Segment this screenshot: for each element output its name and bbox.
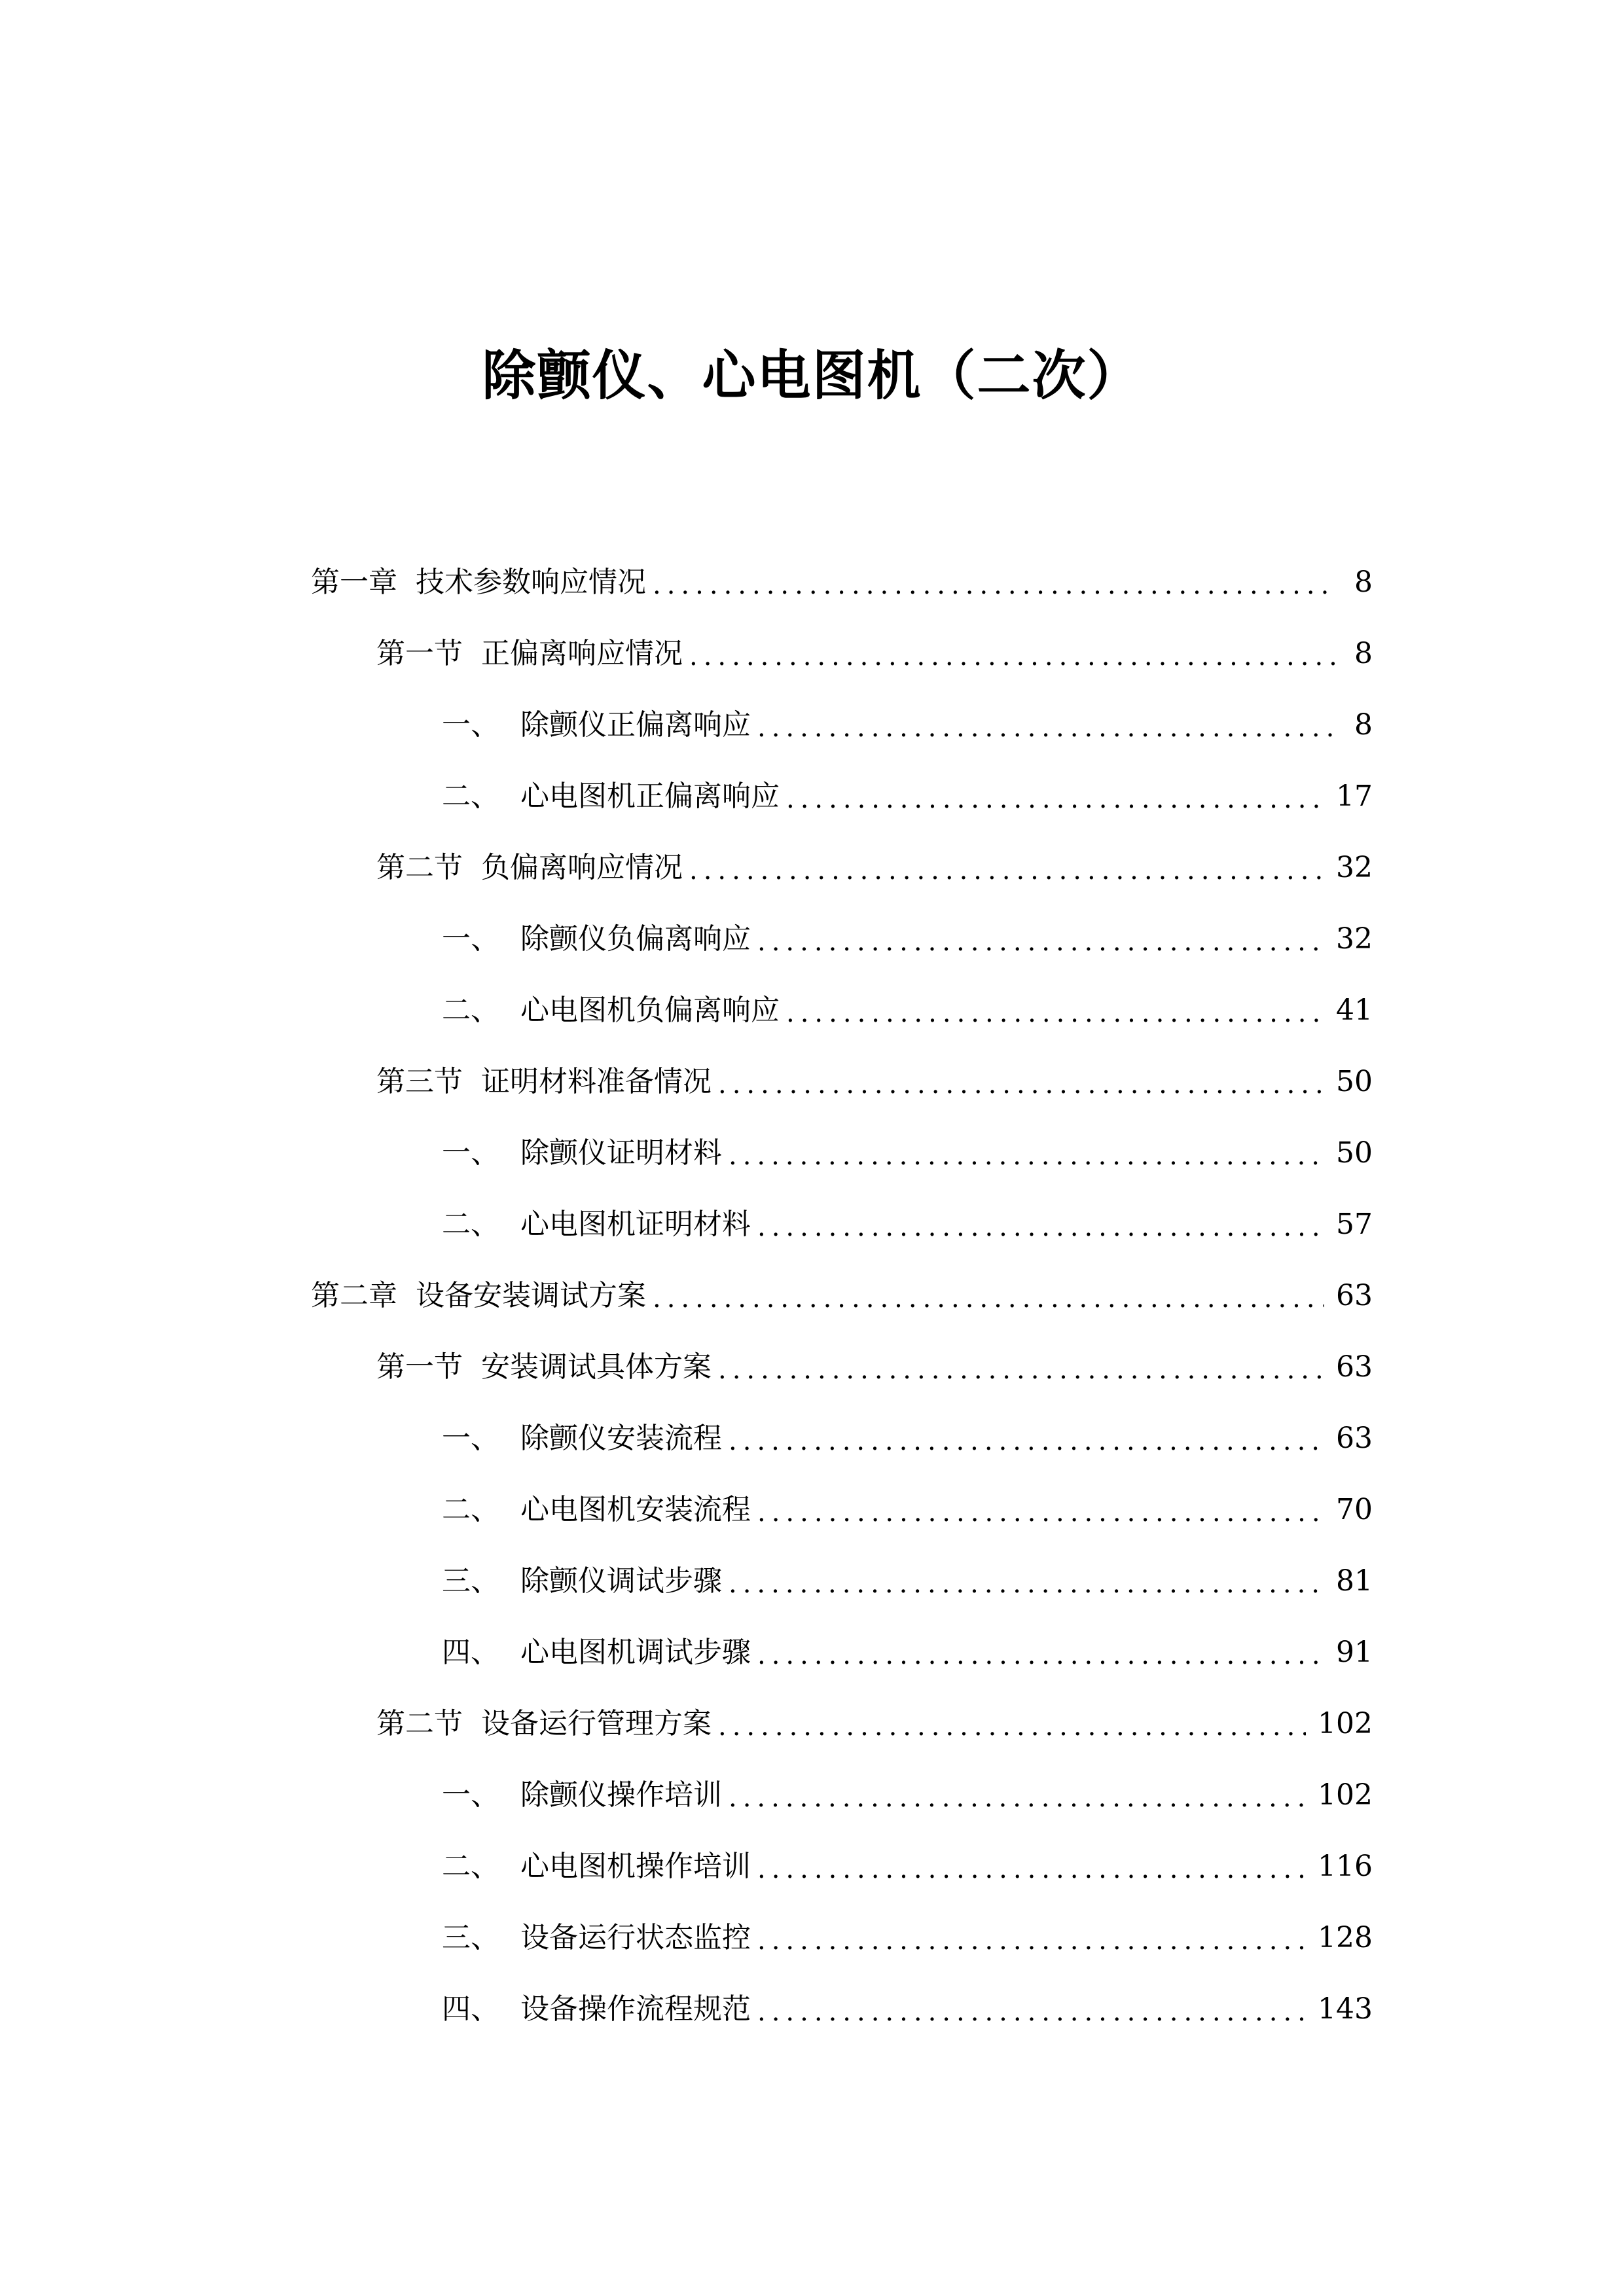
toc-entry-page: 143 xyxy=(1318,1992,1373,2026)
toc-entry-number: 第二章 xyxy=(311,1279,397,1312)
toc-entry-page: 116 xyxy=(1318,1850,1373,1883)
toc-entry-number: 第二节 xyxy=(376,851,463,884)
toc-leader-dots xyxy=(729,1564,1324,1604)
toc-entry[interactable] xyxy=(442,913,1373,965)
toc-leader-dots xyxy=(718,1707,1306,1746)
toc-entry[interactable] xyxy=(311,1270,1373,1322)
toc-entry-number: 四、 xyxy=(442,1992,499,2026)
toc-leader-dots xyxy=(757,922,1324,961)
toc-entry[interactable] xyxy=(376,1341,1373,1393)
toc-entry[interactable] xyxy=(442,770,1373,823)
toc-entry-label: 设备安装调试方案 xyxy=(416,1279,646,1312)
toc-leader-dots xyxy=(757,1493,1324,1532)
toc-entry-number: 二、 xyxy=(442,994,499,1027)
toc-entry-label: 心电图机正偏离响应 xyxy=(520,780,780,813)
toc-entry-number: 第一节 xyxy=(376,1350,463,1384)
toc-entry-label: 除颤仪正偏离响应 xyxy=(520,708,751,742)
toc-leader-dots xyxy=(757,1850,1306,1889)
toc-leader-dots xyxy=(757,1992,1306,2032)
toc-entry-page: 32 xyxy=(1336,922,1373,956)
toc-entry-page: 63 xyxy=(1336,1422,1373,1455)
toc-entry-page: 102 xyxy=(1318,1707,1373,1740)
toc-entry[interactable] xyxy=(442,1983,1373,2036)
toc-entry-page: 81 xyxy=(1336,1564,1373,1598)
toc-leader-dots xyxy=(729,1136,1324,1175)
toc-entry-number: 一、 xyxy=(442,1422,499,1455)
toc-entry-page: 102 xyxy=(1318,1778,1373,1812)
toc-leader-dots xyxy=(689,637,1335,676)
toc-entry-number: 第一节 xyxy=(376,637,463,670)
toc-entry-label: 证明材料准备情况 xyxy=(481,1065,712,1098)
toc-entry-page: 70 xyxy=(1336,1493,1373,1526)
toc-entry[interactable] xyxy=(442,1912,1373,1964)
toc-entry-number: 四、 xyxy=(442,1636,499,1669)
toc-entry-number: 一、 xyxy=(442,1778,499,1812)
toc-leader-dots xyxy=(786,780,1324,819)
toc-entry-number: 三、 xyxy=(442,1921,499,1954)
toc-entry-number: 第一章 xyxy=(311,565,397,599)
toc-entry-label: 除颤仪负偏离响应 xyxy=(520,922,751,956)
toc-leader-dots xyxy=(729,1778,1306,1818)
toc-entry[interactable] xyxy=(376,1056,1373,1108)
toc-entry-page: 8 xyxy=(1354,708,1373,742)
toc-entry-page: 57 xyxy=(1336,1208,1373,1241)
toc-leader-dots xyxy=(757,1921,1306,1960)
toc-entry[interactable] xyxy=(442,1840,1373,1893)
toc-entry-label: 心电图机安装流程 xyxy=(520,1493,751,1526)
toc-entry-label: 负偏离响应情况 xyxy=(481,851,683,884)
toc-entry-label: 心电图机证明材料 xyxy=(520,1208,751,1241)
toc-entry-page: 50 xyxy=(1336,1065,1373,1098)
toc-entry-label: 除颤仪操作培训 xyxy=(520,1778,722,1812)
toc-entry-label: 安装调试具体方案 xyxy=(481,1350,712,1384)
toc-leader-dots xyxy=(653,1279,1324,1318)
toc-entry[interactable] xyxy=(442,699,1373,751)
toc-entry-label: 心电图机负偏离响应 xyxy=(520,994,780,1027)
toc-entry-label: 心电图机操作培训 xyxy=(520,1850,751,1883)
toc-entry-page: 8 xyxy=(1354,565,1373,599)
toc-leader-dots xyxy=(718,1350,1324,1390)
toc-leader-dots xyxy=(689,851,1324,890)
toc-leader-dots xyxy=(757,1208,1324,1247)
toc-leader-dots xyxy=(729,1422,1324,1461)
toc-entry-label: 正偏离响应情况 xyxy=(481,637,683,670)
toc-entry-label: 除颤仪安装流程 xyxy=(520,1422,722,1455)
toc-entry-number: 三、 xyxy=(442,1564,499,1598)
toc-leader-dots xyxy=(718,1065,1324,1104)
toc-leader-dots xyxy=(757,708,1335,747)
toc-entry-label: 设备运行管理方案 xyxy=(481,1707,712,1740)
toc-entry-label: 设备运行状态监控 xyxy=(520,1921,751,1954)
toc-entry-number: 一、 xyxy=(442,1136,499,1170)
toc-entry-label: 心电图机调试步骤 xyxy=(520,1636,751,1669)
toc-entry[interactable] xyxy=(442,1626,1373,1679)
toc-entry[interactable] xyxy=(376,842,1373,894)
toc-entry-page: 17 xyxy=(1336,780,1373,813)
toc-entry-number: 二、 xyxy=(442,1493,499,1526)
toc-entry-label: 除颤仪证明材料 xyxy=(520,1136,722,1170)
toc-entry-number: 一、 xyxy=(442,708,499,742)
toc-entry-number: 第三节 xyxy=(376,1065,463,1098)
toc-entry[interactable] xyxy=(376,1698,1373,1750)
toc-entry-page: 63 xyxy=(1336,1279,1373,1312)
toc-entry-page: 128 xyxy=(1318,1921,1373,1954)
toc-entry-label: 技术参数响应情况 xyxy=(416,565,646,599)
page-title: 除颤仪、心电图机（二次） xyxy=(482,345,1142,407)
toc-entry-number: 二、 xyxy=(442,780,499,813)
toc-entry[interactable] xyxy=(442,1555,1373,1607)
toc-leader-dots xyxy=(786,994,1324,1033)
toc-entry-page: 8 xyxy=(1354,637,1373,670)
toc-entry[interactable] xyxy=(311,556,1373,609)
toc-entry-number: 第二节 xyxy=(376,1707,463,1740)
toc-leader-dots xyxy=(757,1636,1324,1675)
toc-entry[interactable] xyxy=(442,984,1373,1037)
toc-entry-page: 32 xyxy=(1336,851,1373,884)
toc-entry-label: 设备操作流程规范 xyxy=(520,1992,751,2026)
toc-entry[interactable] xyxy=(442,1412,1373,1465)
toc-entry-label: 除颤仪调试步骤 xyxy=(520,1564,722,1598)
toc-entry[interactable] xyxy=(442,1484,1373,1536)
toc-entry-page: 91 xyxy=(1336,1636,1373,1669)
toc-entry[interactable] xyxy=(442,1769,1373,1821)
toc-leader-dots xyxy=(653,565,1335,605)
toc-entry-number: 二、 xyxy=(442,1850,499,1883)
toc-entry-page: 41 xyxy=(1336,994,1373,1027)
toc-entry-number: 二、 xyxy=(442,1208,499,1241)
toc-entry[interactable] xyxy=(376,628,1373,680)
toc-entry[interactable] xyxy=(442,1127,1373,1179)
toc-entry-page: 50 xyxy=(1336,1136,1373,1170)
toc-entry-page: 63 xyxy=(1336,1350,1373,1384)
toc-entry-number: 一、 xyxy=(442,922,499,956)
toc-entry[interactable] xyxy=(442,1198,1373,1251)
